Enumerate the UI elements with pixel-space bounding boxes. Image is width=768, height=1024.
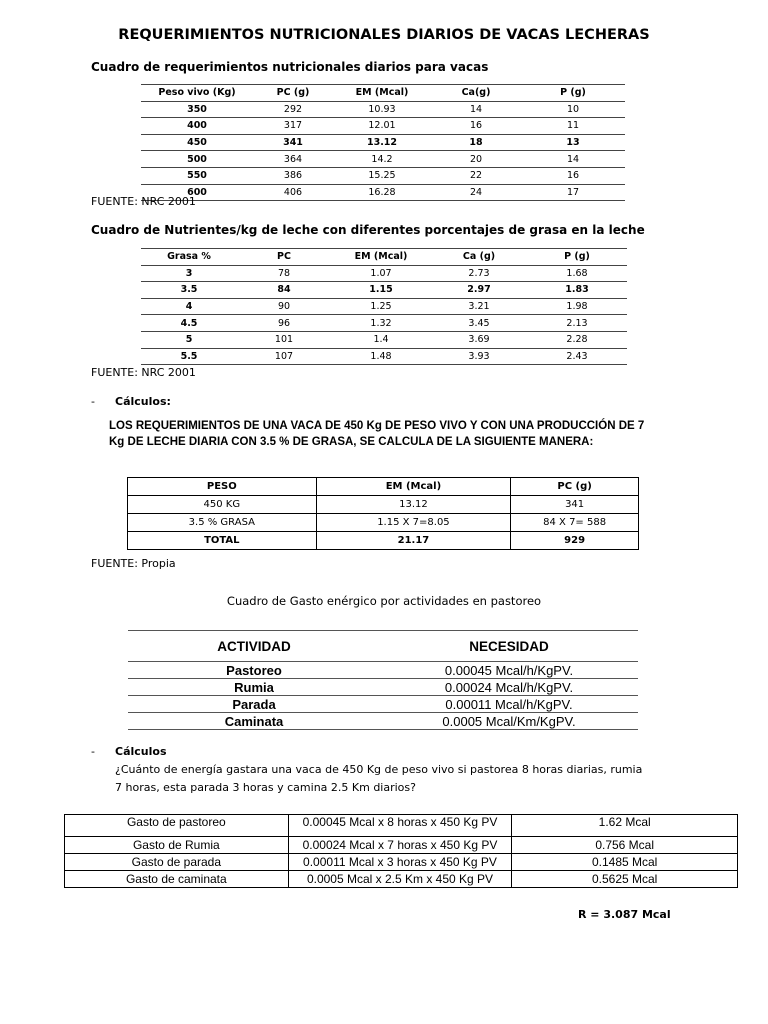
cell: 317 — [253, 118, 333, 135]
cell: 600 — [141, 184, 253, 201]
cell: 1.48 — [331, 348, 431, 365]
cell: 5.5 — [141, 348, 237, 365]
cell: 450 — [141, 134, 253, 151]
cell: 500 — [141, 151, 253, 168]
table2-source: FUENTE: NRC 2001 — [91, 366, 196, 379]
cell: 2.97 — [431, 282, 527, 299]
cell: Caminata — [128, 713, 380, 730]
cell: 0.00011 Mcal/h/KgPV. — [380, 696, 638, 713]
cell: 78 — [237, 265, 331, 282]
cell: Pastoreo — [128, 662, 380, 679]
table-row — [65, 854, 738, 871]
header-cell: PC (g) — [511, 478, 639, 496]
cell: 90 — [237, 298, 331, 315]
header-cell: Peso vivo (Kg) — [141, 85, 253, 102]
table-row — [128, 696, 638, 713]
cell: 3.45 — [431, 315, 527, 332]
cell: 20 — [431, 151, 521, 168]
header-cell: P (g) — [527, 249, 627, 266]
cell: 292 — [253, 101, 333, 118]
cell: 1.07 — [331, 265, 431, 282]
cell: 4.5 — [141, 315, 237, 332]
table-row — [141, 331, 627, 348]
table-row — [128, 496, 639, 514]
header-cell: ACTIVIDAD — [128, 631, 380, 662]
cell: 14 — [431, 101, 521, 118]
cell: 101 — [237, 331, 331, 348]
cell: 1.4 — [331, 331, 431, 348]
cell: 13.12 — [333, 134, 431, 151]
cell: 3.21 — [431, 298, 527, 315]
cell: 364 — [253, 151, 333, 168]
table-row — [141, 315, 627, 332]
bullet-dash: - — [91, 745, 95, 758]
bullet-dash: - — [91, 395, 95, 408]
header-cell: PC — [237, 249, 331, 266]
cell: 4 — [141, 298, 237, 315]
table-row — [141, 101, 625, 118]
cell: 0.756 Mcal — [512, 837, 738, 854]
cell: 1.68 — [527, 265, 627, 282]
cell: 22 — [431, 167, 521, 184]
header-cell: EM (Mcal) — [331, 249, 431, 266]
table-row — [128, 713, 638, 730]
total-pc: 929 — [511, 532, 639, 550]
cell: 14 — [521, 151, 625, 168]
table-row — [65, 815, 738, 837]
cell: 1.98 — [527, 298, 627, 315]
cell: 1.32 — [331, 315, 431, 332]
cell: 16 — [521, 167, 625, 184]
cell: 1.83 — [527, 282, 627, 299]
cell: 1.15 X 7=8.05 — [316, 514, 511, 532]
header-cell: Ca(g) — [431, 85, 521, 102]
cell: 0.0005 Mcal x 2.5 Km x 450 Kg PV — [288, 871, 512, 888]
page-title: REQUERIMIENTOS NUTRICIONALES DIARIOS DE VACAS LECHERAS — [118, 27, 650, 43]
table-row — [128, 679, 638, 696]
cell: 13.12 — [316, 496, 511, 514]
cell: 3.69 — [431, 331, 527, 348]
table1-source: FUENTE: NRC 2001 — [91, 195, 196, 208]
table-row — [141, 134, 625, 151]
cell: 550 — [141, 167, 253, 184]
table-row — [141, 282, 627, 299]
cell: 400 — [141, 118, 253, 135]
calculos-label: Cálculos: — [115, 395, 171, 408]
cell: 0.1485 Mcal — [512, 854, 738, 871]
cell: 84 — [237, 282, 331, 299]
cell: 0.00024 Mcal/h/KgPV. — [380, 679, 638, 696]
table-row — [141, 265, 627, 282]
cell: 24 — [431, 184, 521, 201]
activity-energy-table — [128, 630, 638, 730]
calculos2-label: Cálculos — [115, 745, 167, 758]
cell: 2.28 — [527, 331, 627, 348]
cell: 2.43 — [527, 348, 627, 365]
cell: 14.2 — [333, 151, 431, 168]
cell: 2.73 — [431, 265, 527, 282]
table2-caption: Cuadro de Nutrientes/kg de leche con diferentes porcentajes de grasa en la leche — [91, 223, 645, 237]
cell: 107 — [237, 348, 331, 365]
header-cell: PESO — [128, 478, 317, 496]
calculation-table — [127, 477, 639, 550]
table1-caption: Cuadro de requerimientos nutricionales diarios para vacas — [91, 60, 489, 74]
table-row — [128, 514, 639, 532]
cell: 450 KG — [128, 496, 317, 514]
header-cell: Ca (g) — [431, 249, 527, 266]
cell: 13 — [521, 134, 625, 151]
header-cell: NECESIDAD — [380, 631, 638, 662]
cell: Parada — [128, 696, 380, 713]
table-row — [141, 348, 627, 365]
calculos-description: LOS REQUERIMIENTOS DE UNA VACA DE 450 Kg DE PESO VIVO Y CON UNA PRODUCCIÓN DE 7 Kg DE LECHE DIARIA CON 3.5 % DE GRASA, SE CALCULA DE LA SIGUIENTE MANERA: — [109, 420, 645, 448]
cell: Gasto de Rumia — [65, 837, 289, 854]
cell: 386 — [253, 167, 333, 184]
cell: 3.5 — [141, 282, 237, 299]
total-em: 21.17 — [316, 532, 511, 550]
table-row — [141, 167, 625, 184]
requirements-table — [141, 84, 625, 201]
cell: 96 — [237, 315, 331, 332]
table-row — [141, 118, 625, 135]
cell: 84 X 7= 588 — [511, 514, 639, 532]
table-row — [141, 298, 627, 315]
cell: 0.00045 Mcal/h/KgPV. — [380, 662, 638, 679]
cell: 11 — [521, 118, 625, 135]
cell: 3.93 — [431, 348, 527, 365]
cell: 0.00045 Mcal x 8 horas x 450 Kg PV — [288, 815, 512, 837]
cell: 12.01 — [333, 118, 431, 135]
cell: 0.5625 Mcal — [512, 871, 738, 888]
cell: 10.93 — [333, 101, 431, 118]
cell: 17 — [521, 184, 625, 201]
result-total: R = 3.087 Mcal — [578, 908, 671, 921]
cell: 350 — [141, 101, 253, 118]
cell: 1.25 — [331, 298, 431, 315]
cell: 1.15 — [331, 282, 431, 299]
cell: 18 — [431, 134, 521, 151]
cell: 341 — [511, 496, 639, 514]
total-row — [128, 532, 639, 550]
header-cell: P (g) — [521, 85, 625, 102]
question-line-2: 7 horas, esta parada 3 horas y camina 2.5 Km diarios? — [115, 781, 416, 794]
table4-caption: Cuadro de Gasto enérgico por actividades en pastoreo — [226, 594, 542, 608]
header-cell: EM (Mcal) — [316, 478, 511, 496]
cell: 0.00011 Mcal x 3 horas x 450 Kg PV — [288, 854, 512, 871]
table-row — [141, 184, 625, 201]
cell: Gasto de caminata — [65, 871, 289, 888]
table-row — [65, 871, 738, 888]
cell: 3 — [141, 265, 237, 282]
energy-expense-table — [64, 814, 738, 888]
header-cell: PC (g) — [253, 85, 333, 102]
cell: 341 — [253, 134, 333, 151]
cell: 0.0005 Mcal/Km/KgPV. — [380, 713, 638, 730]
table-row — [141, 151, 625, 168]
cell: 16 — [431, 118, 521, 135]
milk-nutrients-table — [141, 248, 627, 365]
table-row — [128, 662, 638, 679]
table-row — [65, 837, 738, 854]
cell: 3.5 % GRASA — [128, 514, 317, 532]
cell: 15.25 — [333, 167, 431, 184]
total-label: TOTAL — [128, 532, 317, 550]
cell: Gasto de pastoreo — [65, 815, 289, 837]
header-cell: EM (Mcal) — [333, 85, 431, 102]
cell: 10 — [521, 101, 625, 118]
cell: 16.28 — [333, 184, 431, 201]
question-line-1: ¿Cuánto de energía gastara una vaca de 450 Kg de peso vivo si pastorea 8 horas diarias, rumia — [115, 763, 643, 776]
cell: 2.13 — [527, 315, 627, 332]
cell: 0.00024 Mcal x 7 horas x 450 Kg PV — [288, 837, 512, 854]
cell: 406 — [253, 184, 333, 201]
calculos1-source: FUENTE: Propia — [91, 557, 176, 570]
header-cell: Grasa % — [141, 249, 237, 266]
cell: 5 — [141, 331, 237, 348]
cell: 1.62 Mcal — [512, 815, 738, 837]
cell: Gasto de parada — [65, 854, 289, 871]
cell: Rumia — [128, 679, 380, 696]
